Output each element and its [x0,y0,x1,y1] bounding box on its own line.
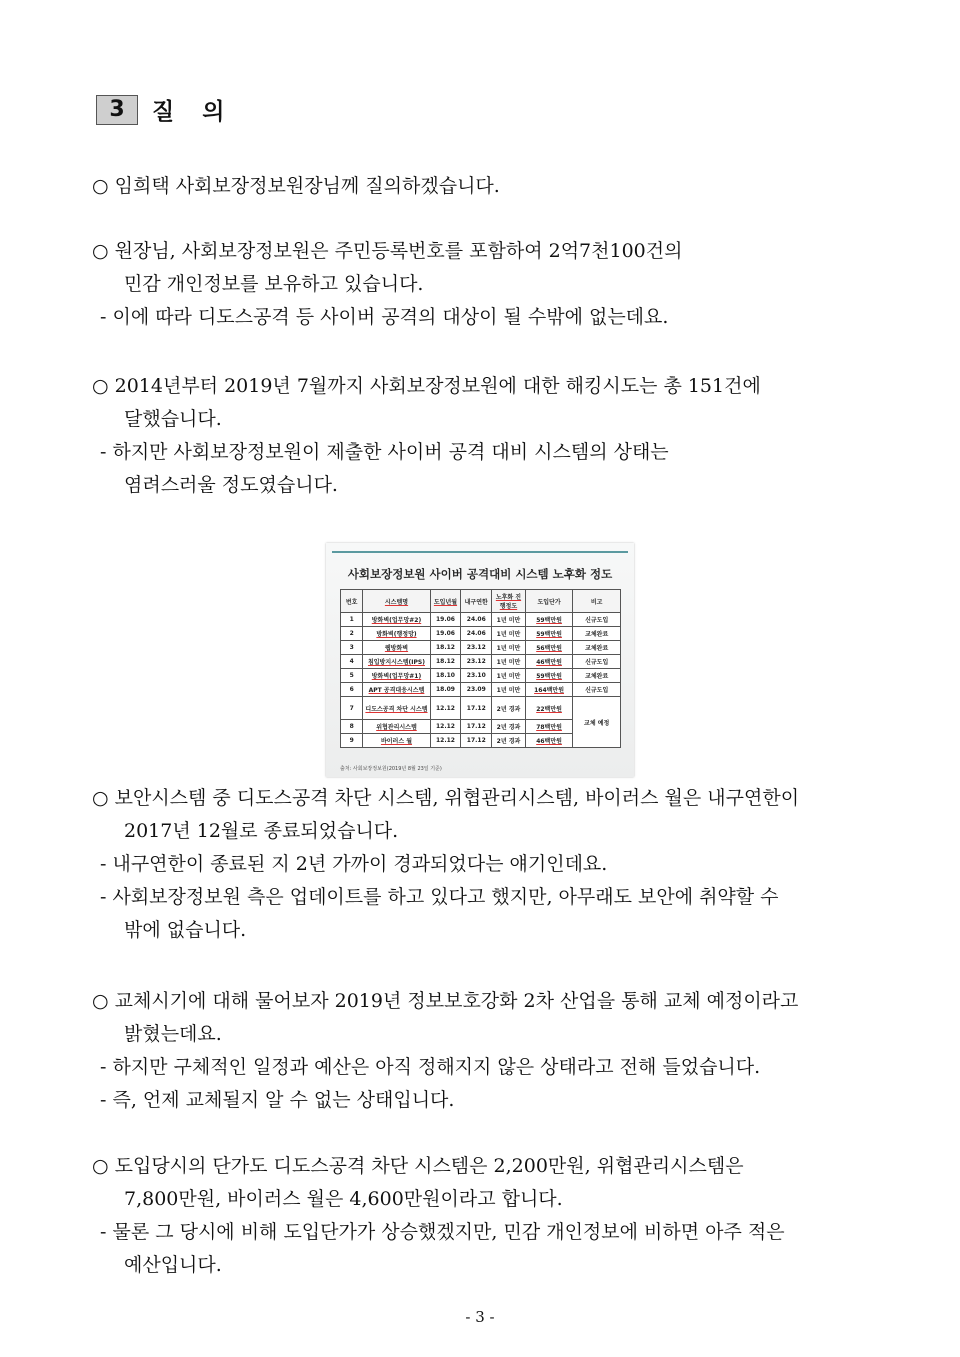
system-aging-table [340,589,621,748]
table-cell: 19.06 [430,627,461,641]
paragraph-line: 염려스러울 정도였습니다. [124,474,338,496]
section-heading [96,93,234,126]
table-row [341,669,621,683]
paragraph [92,1150,882,1282]
table-cell: 19.06 [430,613,461,627]
table-cell: 2년 경과 [492,734,526,748]
paragraph-line: - 물론 그 당시에 비해 도입단가가 상승했겠지만, 민감 개인정보에 비하면 아주 적은 [100,1221,785,1243]
table-cell: 78백만원 [525,720,573,734]
paragraph-line: - 즉, 언제 교체될지 알 수 없는 상태입니다. [100,1089,455,1111]
table-cell: 1년 미만 [492,627,526,641]
table-cell: 2년 경과 [492,720,526,734]
table-cell: 24.06 [461,627,492,641]
table-cell: 164백만원 [525,683,573,697]
table-row [341,655,621,669]
table-header: 도입년월 [430,590,461,613]
table-row [341,697,621,720]
table-cell: 8 [341,720,363,734]
table-cell: 59백만원 [525,627,573,641]
paragraph [92,235,882,334]
table-cell: 22백만원 [525,697,573,720]
table-cell: 18.12 [430,655,461,669]
table-cell: 4 [341,655,363,669]
paragraph-line: 2017년 12월로 종료되었습니다. [124,820,399,842]
table-cell: 교체 예정 [573,697,621,748]
paragraph-line: 밖에 없습니다. [124,919,247,941]
paragraph-line: 7,800만원, 바이러스 월은 4,600만원이라고 합니다. [124,1188,563,1210]
paragraph-line: - 하지만 구체적인 일정과 예산은 아직 정해지지 않은 상태라고 전해 들었습니다. [100,1056,761,1078]
table-cell: 17.12 [461,697,492,720]
table-cell: 교체완료 [573,641,621,655]
table-cell: 12.12 [430,697,461,720]
paragraph-line: ○ 보안시스템 중 디도스공격 차단 시스템, 위협관리시스템, 바이러스 월은 내구연한이 [92,787,800,809]
table-cell: 방화벽(업무망#1) [363,669,430,683]
table-cell: 웹방화벽 [363,641,430,655]
table-cell: 1년 미만 [492,613,526,627]
paragraph-line: - 하지만 사회보장정보원이 제출한 사이버 공격 대비 시스템의 상태는 [100,441,669,463]
table-cell: 17.12 [461,720,492,734]
paragraph-line: 예산입니다. [124,1254,222,1276]
table-cell: 18.12 [430,641,461,655]
table-cell: 9 [341,734,363,748]
table-cell: 18.09 [430,683,461,697]
table-cell: 23.12 [461,655,492,669]
table-cell: 1년 미만 [492,641,526,655]
paragraph-line: ○ 교체시기에 대해 물어보자 2019년 정보보호강화 2차 산업을 통해 교체 예정이라고 [92,990,799,1012]
table-cell: 12.12 [430,734,461,748]
table-cell: 바이러스 월 [363,734,430,748]
table-header: 번호 [341,590,363,613]
table-cell: 24.06 [461,613,492,627]
table-header: 시스템명 [363,590,430,613]
table-cell: 1년 미만 [492,655,526,669]
paragraph [92,370,882,502]
table-cell: 59백만원 [525,669,573,683]
table-cell: 1년 미만 [492,683,526,697]
paragraph [92,782,882,947]
table-row [341,683,621,697]
table-row [341,627,621,641]
table-cell: 교체완료 [573,669,621,683]
table-cell: 12.12 [430,720,461,734]
table-cell: 23.10 [461,669,492,683]
table-cell: 1년 미만 [492,669,526,683]
table-cell: 6 [341,683,363,697]
figure-title: 사회보장정보원 사이버 공격대비 시스템 노후화 정도 [347,567,613,581]
table-cell: 7 [341,697,363,720]
figure-top-rule [332,551,628,553]
table-cell: 5 [341,669,363,683]
paragraph-line: - 사회보장정보원 측은 업데이트를 하고 있다고 했지만, 아무래도 보안에 취약할 수 [100,886,779,908]
table-cell: 23.12 [461,641,492,655]
table-cell: 신규도입 [573,613,621,627]
table-cell: 위협관리시스템 [363,720,430,734]
section-number: 3 [96,95,138,125]
paragraph-line: ○ 원장님, 사회보장정보원은 주민등록번호를 포함하여 2억7천100건의 [92,240,683,262]
table-cell: 46백만원 [525,734,573,748]
paragraph-line: ○ 2014년부터 2019년 7월까지 사회보장정보원에 대한 해킹시도는 총 151건에 [92,375,761,397]
table-cell: 2 [341,627,363,641]
section-title: 질 의 [152,99,235,125]
table-cell: 교체완료 [573,627,621,641]
table-cell: 18.10 [430,669,461,683]
table-cell: 침입방지시스템(IPS) [363,655,430,669]
table-cell: APT 공격대응시스템 [363,683,430,697]
table-header: 도입단가 [525,590,573,613]
table-cell: 56백만원 [525,641,573,655]
table-cell: 신규도입 [573,655,621,669]
table-cell: 2년 경과 [492,697,526,720]
page-number: - 3 - [465,1308,495,1326]
table-cell: 신규도입 [573,683,621,697]
figure-source: 출처: 사회보장정보원(2019년 8월 23일 기준) [340,766,442,772]
table-cell: 방화벽(업무망#2) [363,613,430,627]
table-cell: 23.09 [461,683,492,697]
table-cell: 59백만원 [525,613,573,627]
table-header: 내구연한 [461,590,492,613]
table-header: 비고 [573,590,621,613]
table-cell: 디도스공격 차단 시스템 [363,697,430,720]
table-cell: 46백만원 [525,655,573,669]
paragraph [92,985,882,1117]
table-cell: 방화벽(행정망) [363,627,430,641]
paragraph [92,170,882,203]
paragraph-line: - 이에 따라 디도스공격 등 사이버 공격의 대상이 될 수밖에 없는데요. [100,306,669,328]
table-row [341,641,621,655]
paragraph-line: ○ 도입당시의 단가도 디도스공격 차단 시스템은 2,200만원, 위협관리시스템은 [92,1155,744,1177]
paragraph-line: ○ 임희택 사회보장정보원장님께 질의하겠습니다. [92,175,500,197]
paragraph-line: - 내구연한이 종료된 지 2년 가까이 경과되었다는 얘기인데요. [100,853,608,875]
paragraph-line: 달했습니다. [124,408,222,430]
table-cell: 17.12 [461,734,492,748]
paragraph-line: 민감 개인정보를 보유하고 있습니다. [124,273,424,295]
system-aging-figure [326,543,634,777]
table-cell: 1 [341,613,363,627]
table-row [341,613,621,627]
table-cell: 3 [341,641,363,655]
table-header: 노후화 진행정도 [492,590,526,613]
paragraph-line: 밝혔는데요. [124,1023,222,1045]
